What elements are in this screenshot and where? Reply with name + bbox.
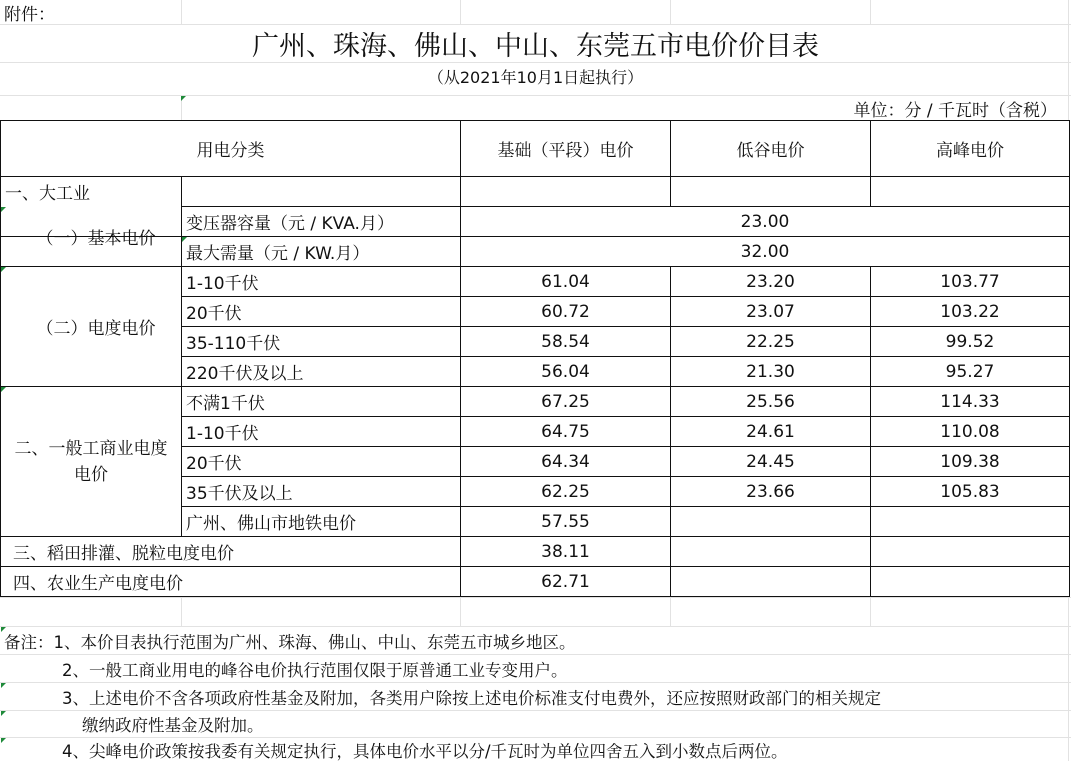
table-row-item: 不满1千伏 xyxy=(186,394,265,414)
page-title: 广州、珠海、佛山、中山、东莞五市电价价目表 xyxy=(252,31,819,62)
table-cell-peak: 109.38 xyxy=(940,451,1000,472)
table-cell-peak: 114.33 xyxy=(940,391,1000,412)
table-row-item: 1-10千伏 xyxy=(186,424,259,444)
header-peak-price: 高峰电价 xyxy=(936,141,1004,161)
table-row-item: 最大需量（元 / KW.月） xyxy=(186,244,370,264)
basic-price-label: （一）基本电价 xyxy=(36,229,156,249)
table-cell-peak: 103.77 xyxy=(940,271,1000,292)
table-cell-base: 57.55 xyxy=(541,511,590,532)
section-large-industry: 一、大工业 xyxy=(5,184,90,204)
attachment-label: 附件： xyxy=(4,4,55,24)
table-cell-peak: 99.52 xyxy=(945,331,995,352)
table-cell-base: 60.72 xyxy=(541,301,590,322)
table-cell-valley: 22.25 xyxy=(746,331,795,352)
note-line: 备注：1、本价目表执行范围为广州、珠海、佛山、中山、东莞五市城乡地区。 xyxy=(4,632,576,652)
table-cell-valley: 24.61 xyxy=(746,421,795,442)
table-cell-valley: 24.45 xyxy=(746,451,795,472)
table-row-item: 35-110千伏 xyxy=(186,334,281,354)
note-line: 3、上述电价不含各项政府性基金及附加，各类用户除按上述电价标准支付电费外，还应按照财政部门的相关规定 xyxy=(62,688,881,708)
table-row-item: 220千伏及以上 xyxy=(186,364,304,384)
table-cell-base: 67.25 xyxy=(541,391,590,412)
note-line: 缴纳政府性基金及附加。 xyxy=(82,716,264,735)
table-cell-base: 56.04 xyxy=(541,361,590,382)
table-row-item: 20千伏 xyxy=(186,304,242,324)
header-valley-price: 低谷电价 xyxy=(736,141,805,161)
table-row-item: 20千伏 xyxy=(186,454,242,474)
table-cell-peak: 105.83 xyxy=(940,481,1000,502)
table-cell-base: 64.75 xyxy=(541,421,590,442)
table-cell-base: 62.25 xyxy=(541,481,590,502)
table-cell-peak xyxy=(871,507,1069,536)
header-category: 用电分类 xyxy=(196,141,265,161)
table-cell-peak: 95.27 xyxy=(945,361,995,382)
table-row-item: 1-10千伏 xyxy=(186,274,259,294)
unit-label: 单位：分 / 千瓦时（含税） xyxy=(853,100,1057,120)
energy-price-label: （二）电度电价 xyxy=(36,319,156,339)
table-cell-peak: 103.22 xyxy=(940,301,1000,322)
section-paddy-irrigation: 三、稻田排灌、脱粒电度电价 xyxy=(13,544,234,564)
table-cell-value: 32.00 xyxy=(740,241,790,262)
table-cell-base: 64.34 xyxy=(541,451,590,472)
table-row-item: 变压器容量（元 / KVA.月） xyxy=(186,214,394,234)
table-cell-base: 38.11 xyxy=(541,541,590,562)
table-cell-base: 58.54 xyxy=(541,331,590,352)
table-cell-valley: 25.56 xyxy=(746,391,795,412)
table-cell-valley: 23.07 xyxy=(746,301,795,322)
table-cell-valley xyxy=(671,507,870,536)
page-subtitle: （从2021年10月1日起执行） xyxy=(427,67,644,87)
header-base-price: 基础（平段）电价 xyxy=(497,141,634,161)
table-cell-valley: 23.20 xyxy=(746,271,795,292)
note-line: 2、一般工商业用电的峰谷电价执行范围仅限于原普通工业专变用户。 xyxy=(62,660,568,680)
table-cell-value: 23.00 xyxy=(740,211,790,232)
table-row-item: 广州、佛山市地铁电价 xyxy=(186,514,356,534)
table-cell-base: 61.04 xyxy=(541,271,590,292)
table-row-item: 35千伏及以上 xyxy=(186,484,293,504)
table-cell-base: 62.71 xyxy=(541,571,590,592)
table-cell-peak: 110.08 xyxy=(940,421,1000,442)
section-general-commercial: 二、一般工商业电度电价 xyxy=(14,438,168,485)
section-agriculture: 四、农业生产电度电价 xyxy=(13,574,183,594)
note-line: 4、尖峰电价政策按我委有关规定执行，具体电价水平以分/千瓦时为单位四舍五入到小数点后两位。 xyxy=(62,741,788,761)
table-cell-valley: 23.66 xyxy=(746,481,795,502)
table-cell-valley: 21.30 xyxy=(746,361,795,382)
